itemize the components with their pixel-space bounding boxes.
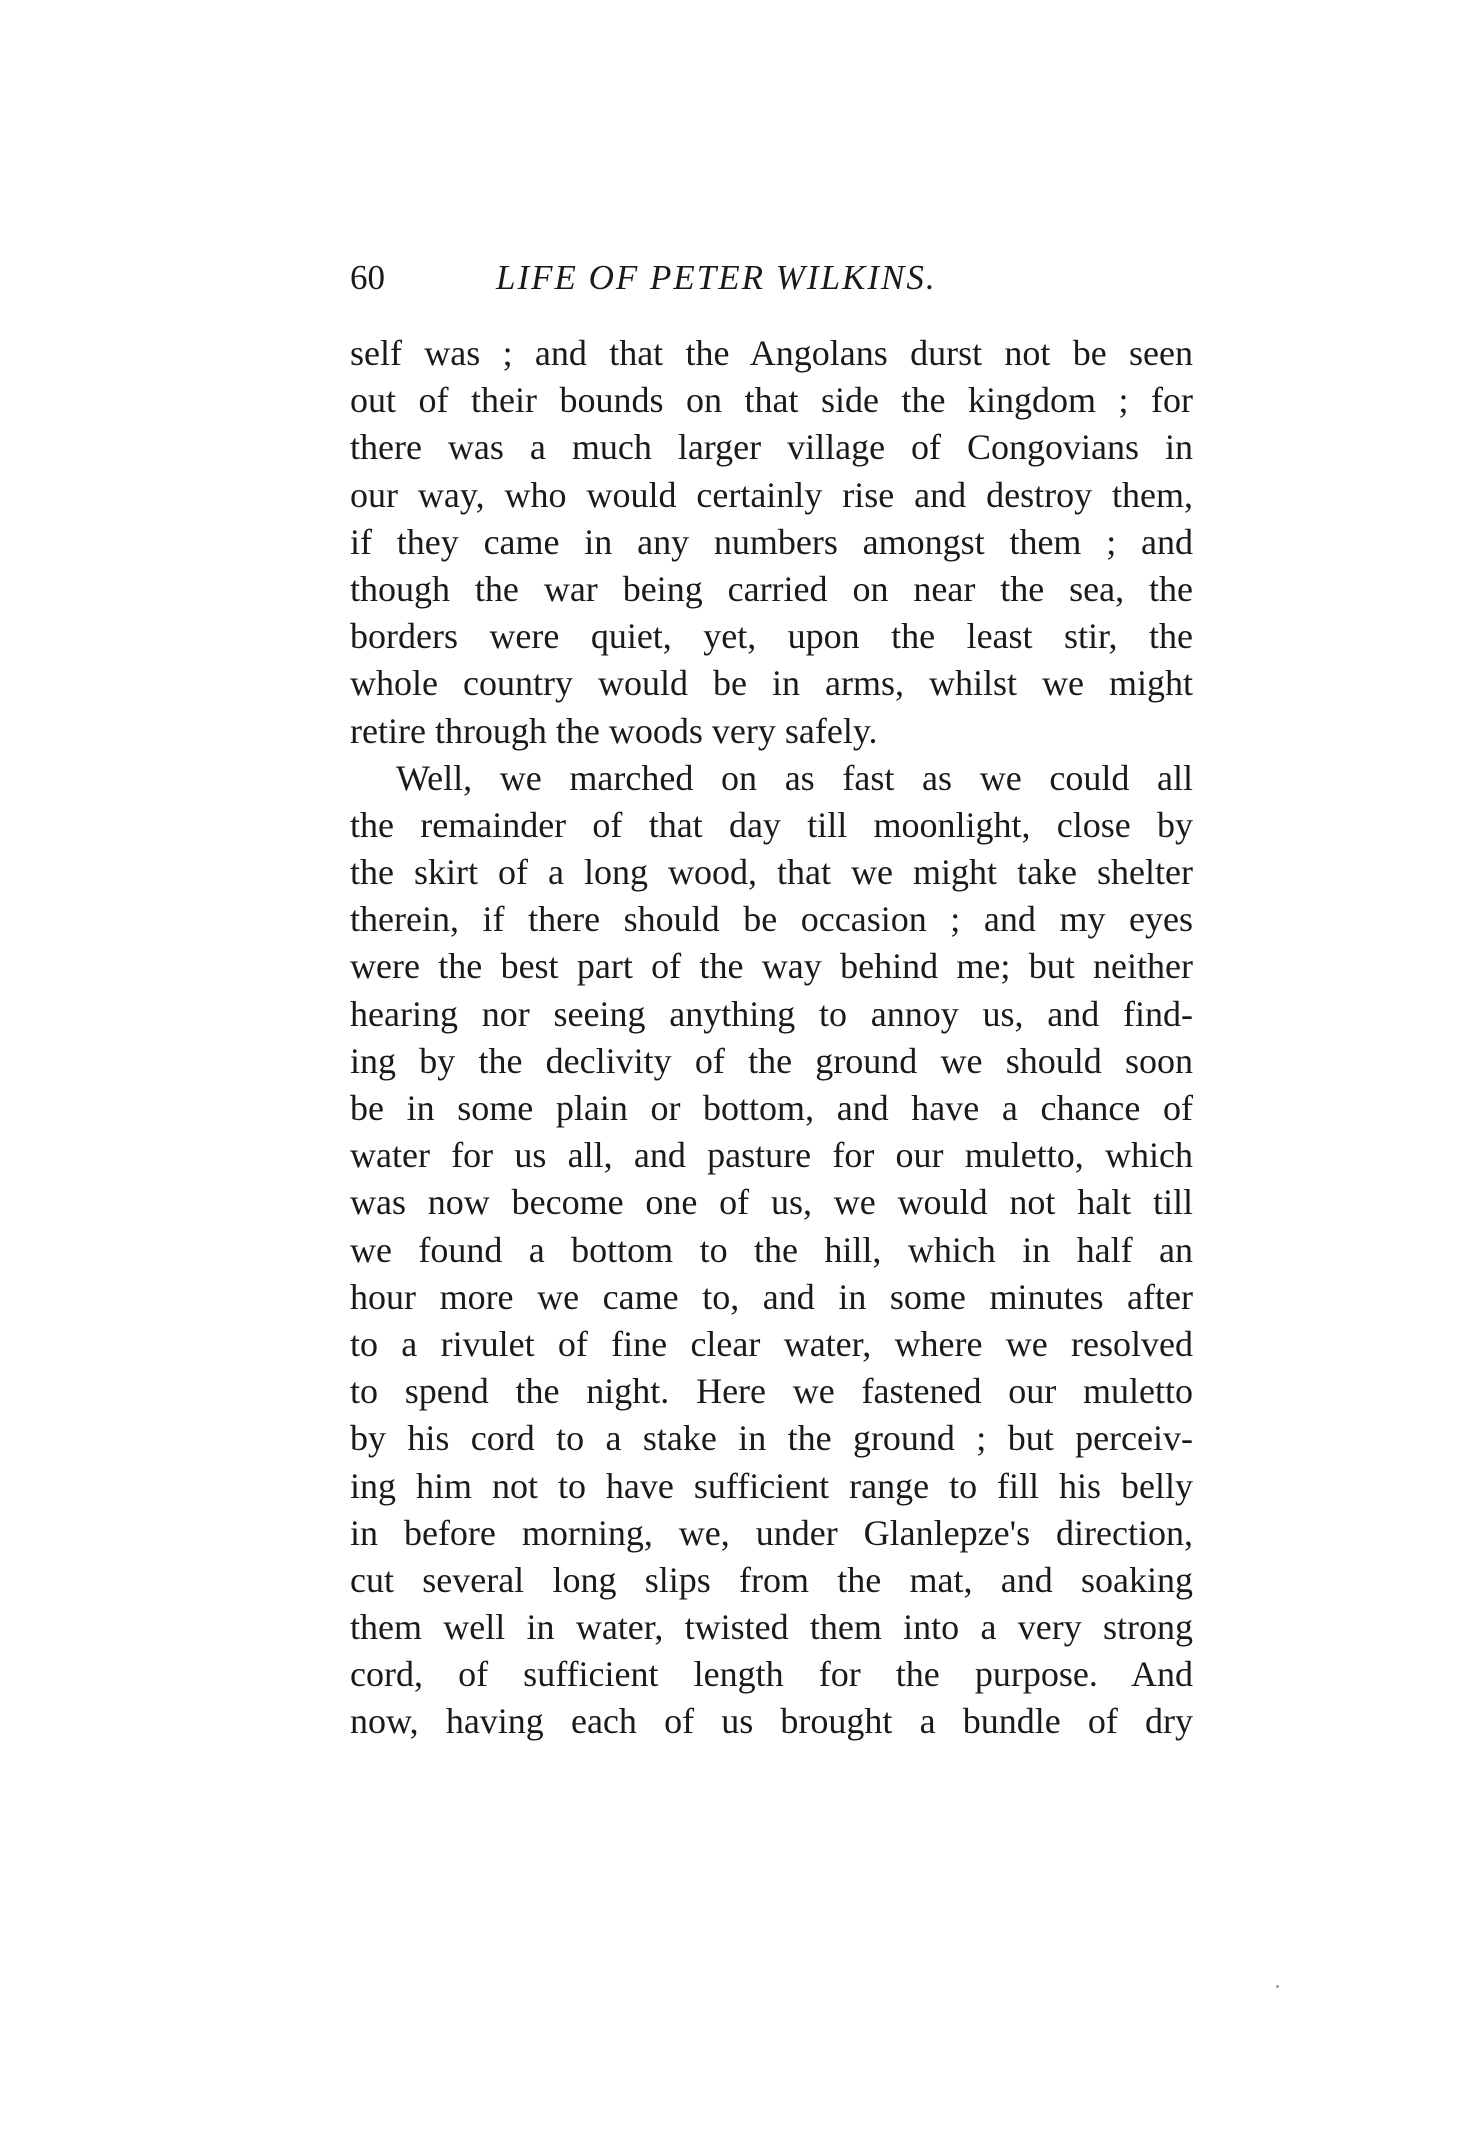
text-line: were the best part of the way behind me; but neither bbox=[350, 946, 1193, 987]
text-line: our way, who would certainly rise and destroy them, bbox=[350, 474, 1193, 515]
running-head bbox=[350, 256, 1193, 300]
text-line: water for us all, and pasture for our muletto, which bbox=[350, 1135, 1193, 1176]
text-line: therein, if there should be occasion ; and my eyes bbox=[350, 899, 1193, 940]
text-line: out of their bounds on that side the kingdom ; for bbox=[350, 380, 1193, 421]
text-line: we found a bottom to the hill, which in half an bbox=[350, 1229, 1193, 1270]
text-line: hearing nor seeing anything to annoy us, and find- bbox=[350, 993, 1193, 1034]
text-line: now, having each of us brought a bundle of dry bbox=[350, 1701, 1193, 1742]
text-line: to a rivulet of fine clear water, where we resolved bbox=[350, 1323, 1193, 1364]
text-line: retire through the woods very safely. bbox=[350, 710, 878, 751]
text-line: was now become one of us, we would not halt till bbox=[350, 1182, 1193, 1223]
running-title: LIFE OF PETER WILKINS. bbox=[496, 258, 937, 297]
text-line: ing him not to have sufficient range to fill his belly bbox=[350, 1465, 1193, 1506]
text-line: borders were quiet, yet, upon the least stir, the bbox=[350, 616, 1193, 657]
text-line: though the war being carried on near the sea, the bbox=[350, 568, 1193, 609]
text-line: cord, of sufficient length for the purpose. And bbox=[350, 1654, 1193, 1695]
text-line: if they came in any numbers amongst them ; and bbox=[350, 521, 1193, 562]
text-line: Well, we marched on as fast as we could all bbox=[396, 757, 1193, 798]
text-line: hour more we came to, and in some minutes after bbox=[350, 1276, 1193, 1317]
body-text bbox=[350, 330, 1193, 1746]
text-line: in before morning, we, under Glanlepze's direction, bbox=[350, 1512, 1193, 1553]
page-number: 60 bbox=[350, 258, 385, 297]
text-line: be in some plain or bottom, and have a chance of bbox=[350, 1088, 1193, 1128]
text-line: whole country would be in arms, whilst we might bbox=[350, 663, 1193, 704]
text-line: the remainder of that day till moonlight, close by bbox=[350, 804, 1193, 845]
text-line: the skirt of a long wood, that we might take shelter bbox=[350, 852, 1193, 893]
text-line: there was a much larger village of Congovians in bbox=[350, 427, 1193, 468]
text-line: self was ; and that the Angolans durst not be seen bbox=[350, 333, 1193, 373]
text-line: them well in water, twisted them into a very strong bbox=[350, 1607, 1193, 1648]
scan-speck bbox=[1276, 1985, 1279, 1988]
text-line: by his cord to a stake in the ground ; but perceiv- bbox=[350, 1418, 1193, 1459]
text-line: ing by the declivity of the ground we should soon bbox=[350, 1040, 1193, 1081]
text-line: to spend the night. Here we fastened our muletto bbox=[350, 1371, 1193, 1412]
text-line: cut several long slips from the mat, and soaking bbox=[350, 1559, 1193, 1600]
